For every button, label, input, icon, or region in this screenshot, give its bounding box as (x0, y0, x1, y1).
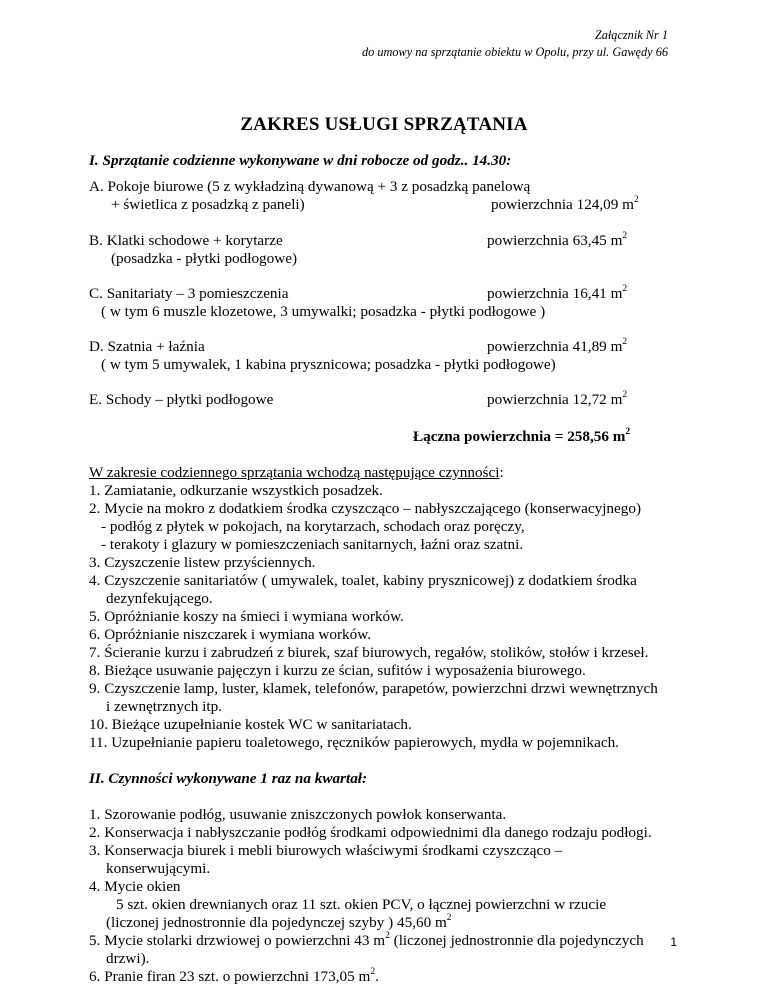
list-item: 6. Pranie firan 23 szt. o powierzchni 173,05 $m^2$. (89, 967, 379, 986)
list-item: 3. Czyszczenie listew przyściennych. (89, 554, 316, 571)
list-item: 5. Mycie stolarki drzwiowej o powierzchni 43 $m^2$ (liczonej jednostronnie dla pojedynczych (89, 931, 644, 950)
list-item: 7. Ścieranie kurzu i zabrudzeń z biurek, szaf biurowych, regałów, stolików, stołów i krzeseł. (89, 644, 649, 661)
item-a-line2: + świetlica z posadzką z paneli) (111, 196, 305, 213)
item-b-area: powierzchnia 63,45 $m^2$ (487, 231, 628, 250)
list-item: 1. Zamiatanie, odkurzanie wszystkich posadzek. (89, 482, 383, 499)
page-title: ZAKRES USŁUGI SPRZĄTANIA (240, 114, 528, 135)
list-item: 10. Bieżące uzupełnianie kostek WC w sanitariatach. (89, 716, 412, 733)
item-e-line1: E. Schody – płytki podłogowe (89, 391, 274, 408)
list-item: 5. Opróżnianie koszy na śmieci i wymiana worków. (89, 608, 404, 625)
item-a-area: powierzchnia 124,09 $m^2$ (491, 195, 639, 214)
item-c-line1: C. Sanitariaty – 3 pomieszczenia (89, 285, 289, 302)
daily-scope-intro: W zakresie codziennego sprzątania wchodzą następujące czynności: (89, 464, 504, 481)
list-item: drzwi). (106, 950, 150, 967)
annex-number: Załącznik Nr 1 (594, 28, 668, 42)
item-c-area: powierzchnia 16,41 $m^2$ (487, 284, 628, 303)
list-item: 5 szt. okien drewnianych oraz 11 szt. okien PCV, o łącznej powierzchni w rzucie (116, 896, 607, 913)
item-d-line1: D. Szatnia + łaźnia (89, 338, 205, 355)
item-d-line2: ( w tym 5 umywalek, 1 kabina prysznicowa; posadzka - płytki podłogowe) (101, 356, 556, 373)
list-item: 11. Uzupełnianie papieru toaletowego, ręczników papierowych, mydła w pojemnikach. (89, 734, 619, 751)
section-1-heading: I. Sprzątanie codzienne wykonywane w dni robocze od godz.. 14.30: (89, 152, 512, 169)
list-item: 8. Bieżące usuwanie pajęczyn i kurzu ze ścian, sufitów i wyposażenia biurowego. (89, 662, 586, 679)
list-item: (liczonej jednostronnie dla pojedynczej szyby ) 45,60 $m^2$ (106, 913, 452, 932)
item-d-area: powierzchnia 41,89 $m^2$ (487, 337, 628, 356)
list-item: 4. Mycie okien (89, 878, 181, 895)
item-c-line2: ( w tym 6 muszle klozetowe, 3 umywalki; posadzka - płytki podłogowe ) (101, 303, 546, 320)
list-item: konserwującymi. (106, 860, 211, 877)
list-item: dezynfekującego. (106, 590, 213, 607)
section-2-heading: II. Czynności wykonywane 1 raz na kwartał: (89, 770, 368, 787)
list-item: 6. Opróżnianie niszczarek i wymiana worków. (89, 626, 371, 643)
annex-header (362, 27, 668, 61)
list-item: 2. Konserwacja i nabłyszczanie podłóg środkami odpowiednimi dla danego rodzaju podłogi. (89, 824, 652, 841)
list-item: - podłóg z płytek w pokojach, na korytarzach, schodach oraz poręczy, (101, 518, 525, 535)
list-item: 2. Mycie na mokro z dodatkiem środka czyszcząco – nabłyszczającego (konserwacyjnego) (89, 500, 642, 517)
list-item: 9. Czyszczenie lamp, luster, klamek, telefonów, parapetów, powierzchni drzwi wewnętrznych (89, 680, 658, 697)
item-b-line2: (posadzka - płytki podłogowe) (111, 250, 298, 267)
item-a-line1: A. Pokoje biurowe (5 z wykładziną dywanową + 3 z posadzką panelową (89, 178, 531, 195)
list-item: i zewnętrznych itp. (106, 698, 222, 715)
annex-contract-ref: do umowy na sprzątanie obiektu w Opolu, przy ul. Gawędy 66 (361, 45, 668, 59)
list-item: - terakoty i glazury w pomieszczeniach sanitarnych, łaźni oraz szatni. (101, 536, 524, 553)
total-area: Łączna powierzchnia = 258,56 $m^2$ (413, 427, 631, 446)
list-item: 4. Czyszczenie sanitariatów ( umywalek, toalet, kabiny prysznicowej) z dodatkiem środka (89, 572, 637, 589)
item-b-line1: B. Klatki schodowe + korytarze (89, 232, 283, 249)
list-item: 1. Szorowanie podłóg, usuwanie zniszczonych powłok konserwanta. (89, 806, 507, 823)
page-number: 1 (670, 935, 677, 949)
list-item: 3. Konserwacja biurek i mebli biurowych właściwymi środkami czyszcząco – (89, 842, 563, 859)
item-e-area: powierzchnia 12,72 $m^2$ (487, 390, 628, 409)
